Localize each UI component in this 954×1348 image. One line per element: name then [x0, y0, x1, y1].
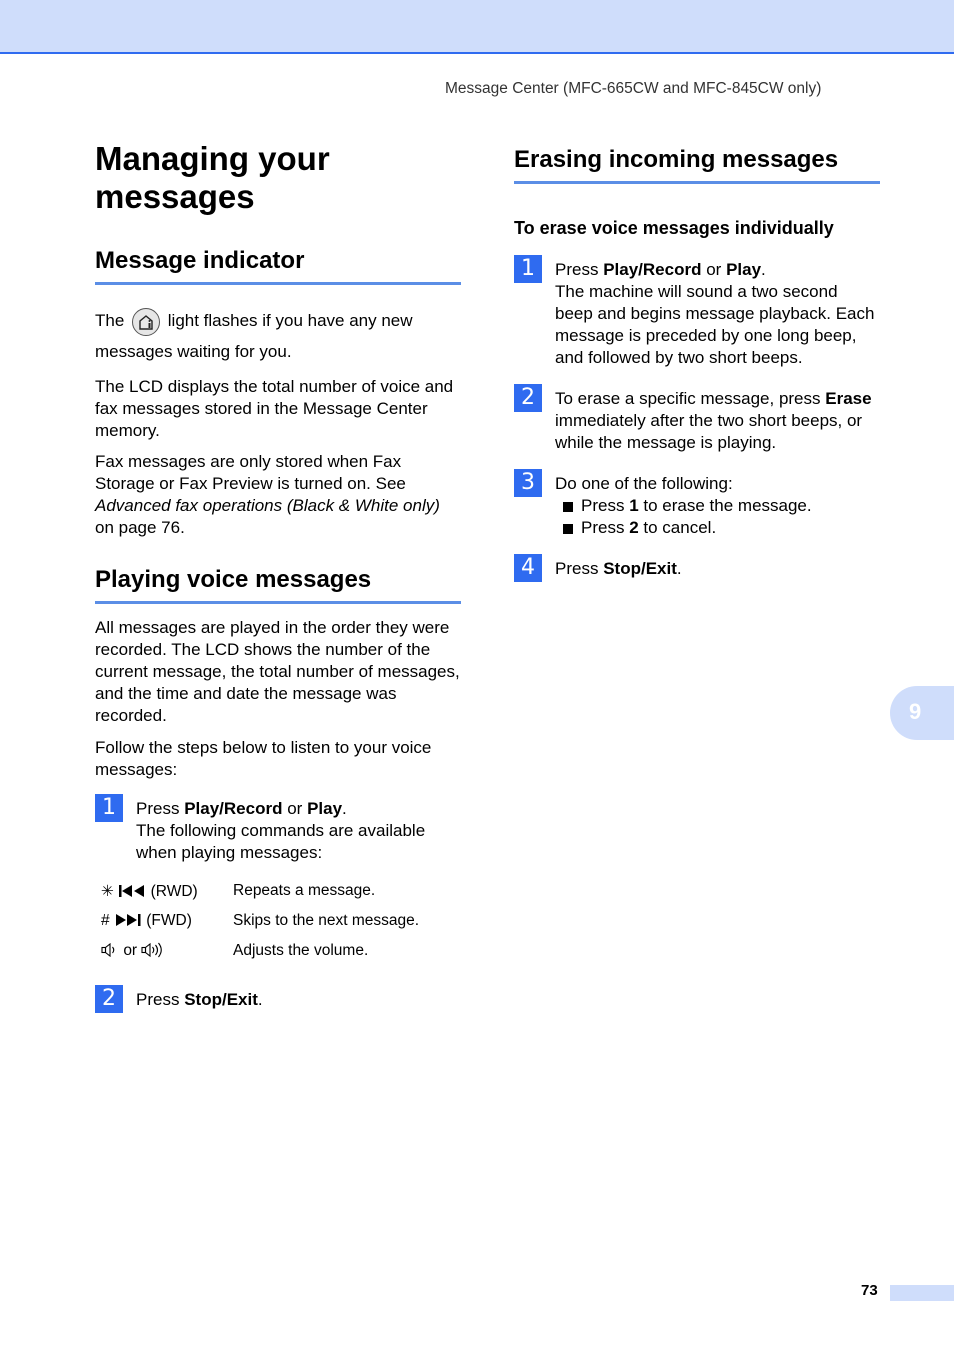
playing-step-1: 1 Press Play/Record or Play. The following commands are available when playing messages: [95, 798, 461, 864]
table-row: or Adjusts the volume. [95, 940, 461, 970]
erase-step-1-detail: The machine will sound a two second beep and begins message playback. Each message is preceded by one long beep, and followed by two short beeps. [555, 282, 875, 367]
playing-paragraph-2: Follow the steps below to listen to your voice messages: [95, 738, 432, 779]
chapter-title: Managing your messages [95, 140, 330, 215]
list-item: Press 1 to erase the message. [555, 495, 880, 517]
command-description: Adjusts the volume. [233, 942, 369, 959]
star-key: ✳ [101, 882, 114, 900]
heading-playing-voice-messages: Playing voice messages [95, 565, 461, 604]
command-description: Skips to the next message. [233, 912, 420, 929]
fast-forward-icon [114, 914, 142, 926]
message-center-icon [132, 308, 160, 336]
rewind-icon [118, 885, 146, 897]
indicator-paragraph-2: The LCD displays the total number of voice and fax messages stored in the Message Center memory. [95, 377, 454, 440]
volume-up-icon [141, 942, 165, 958]
indicator-paragraph-3: Fax messages are only stored when Fax Storage or Fax Preview is turned on. See Advanced fax operations (Black & White only) on page 76. [95, 452, 440, 537]
command-description: Repeats a message. [233, 882, 376, 899]
top-band [0, 0, 954, 54]
chapter-number: 9 [909, 699, 922, 724]
table-row: ✳ (RWD) Repeats a message. [101, 882, 376, 900]
hash-key: # [101, 912, 110, 929]
page-footer-bar [890, 1285, 954, 1301]
commands-table [95, 880, 461, 970]
playing-step-2: 2 Press Stop/Exit. [95, 989, 461, 1011]
playing-paragraph-1: All messages are played in the order they were recorded. The LCD shows the number of the current message, the total number of messages, and the time and date the message was recorded. [95, 618, 460, 725]
running-header: Message Center (MFC-665CW and MFC-845CW only) [445, 80, 822, 97]
step-number-3: 3 [514, 469, 542, 497]
chapter-tab[interactable] [890, 686, 954, 740]
erase-step-3: 3 Do one of the following: Press 1 to erase the message. Press 2 to cancel. [514, 473, 880, 539]
step-number-2: 2 [514, 384, 542, 412]
step-number-2: 2 [95, 985, 123, 1013]
subheading-erase-individually: To erase voice messages individually [514, 218, 834, 238]
indicator-paragraph-1: The light flashes if you have any new messages waiting for you. [95, 305, 461, 367]
step-1-detail: The following commands are available when playing messages: [136, 821, 426, 862]
list-item: Press 2 to cancel. [555, 517, 880, 539]
erase-step-1: 1 Press Play/Record or Play. The machine will sound a two second beep and begins message playback. Each message is preceded by one long beep, and followed by two short beeps. [514, 259, 880, 369]
heading-erasing-incoming-messages: Erasing incoming messages [514, 145, 880, 184]
cross-reference[interactable]: Advanced fax operations (Black & White only) [95, 496, 440, 515]
step-number-1: 1 [514, 255, 542, 283]
volume-down-icon [101, 943, 119, 957]
left-column [95, 140, 461, 864]
page-number: 73 [861, 1282, 878, 1299]
step-number-1: 1 [95, 794, 123, 822]
step-number-4: 4 [514, 554, 542, 582]
right-column [514, 140, 880, 580]
heading-message-indicator: Message indicator [95, 246, 461, 285]
erase-step-4: 4 Press Stop/Exit. [514, 558, 880, 580]
table-row: # (FWD) Skips to the next message. [101, 912, 420, 929]
erase-step-2: 2 To erase a specific message, press Erase immediately after the two short beeps, or while the message is playing. [514, 388, 880, 454]
